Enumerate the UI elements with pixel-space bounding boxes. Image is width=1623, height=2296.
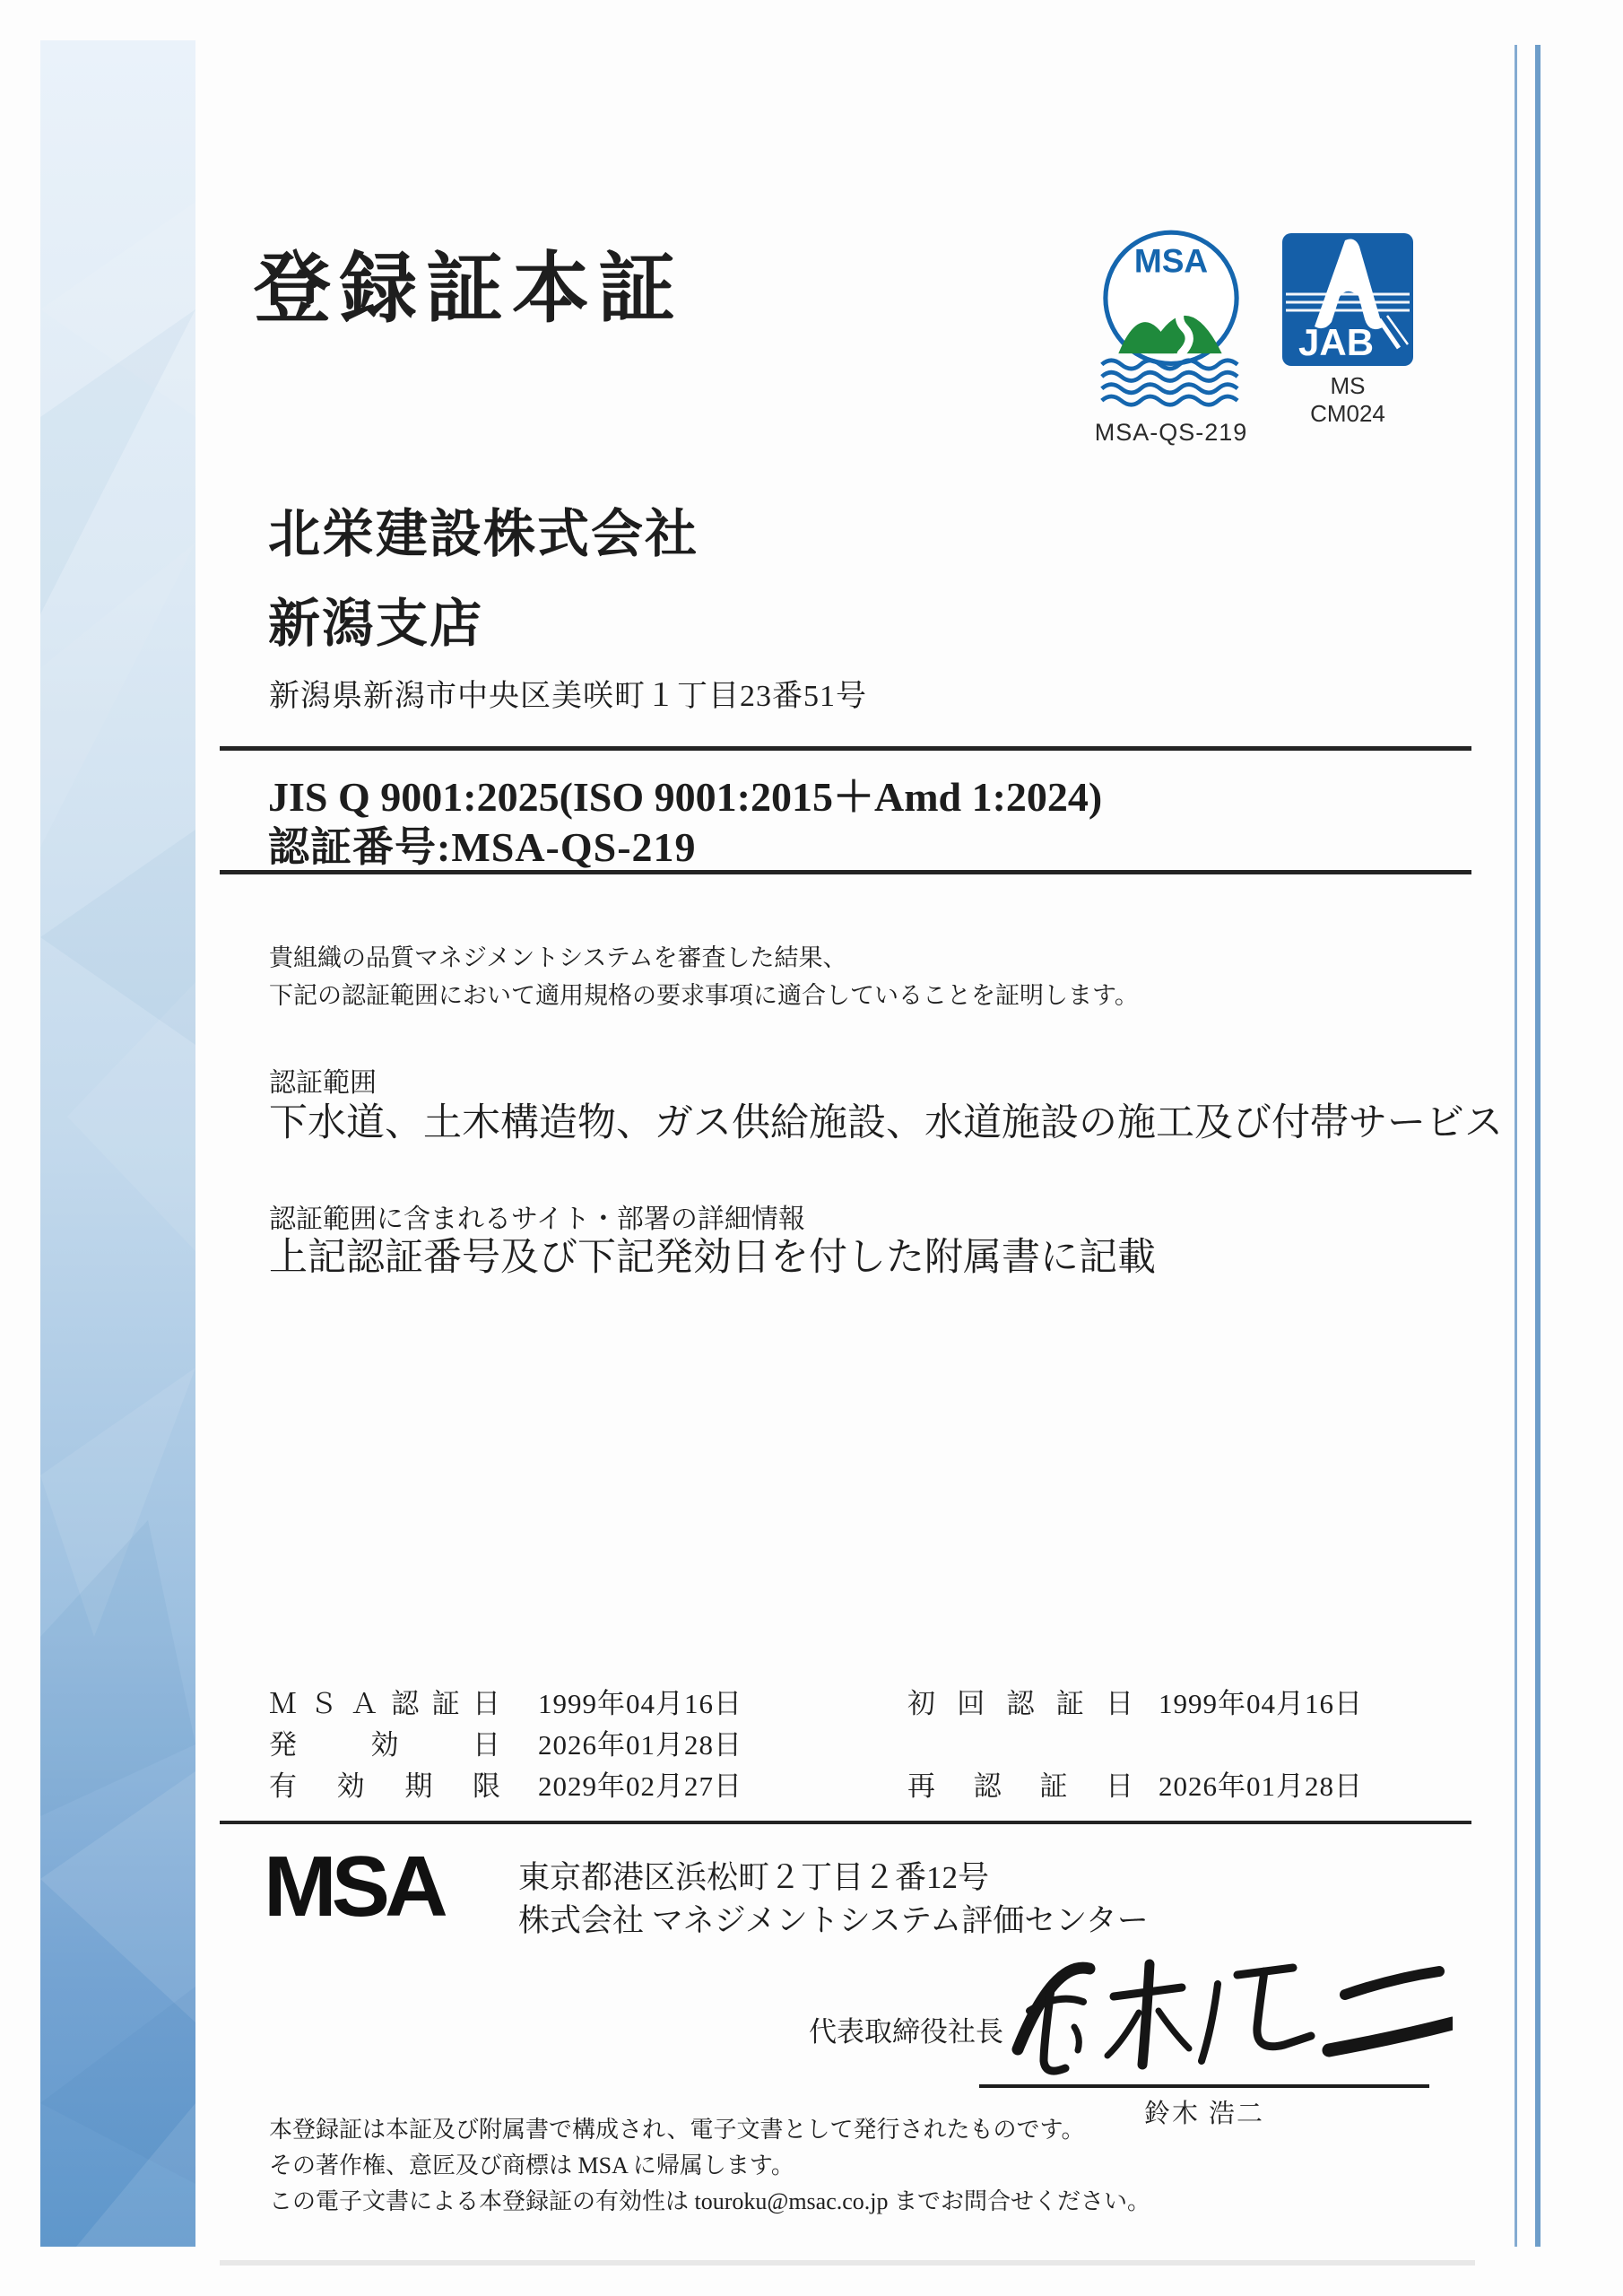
signature-rule [979, 2084, 1429, 2088]
dates-row [269, 1681, 1471, 1722]
msa-badge [1090, 226, 1252, 447]
date-value-msa-certification: 1999年04月16日 [538, 1688, 742, 1719]
branch-name: 新潟支店 [268, 595, 484, 653]
certificate-title: 登録証本証 [254, 246, 684, 332]
scope-text: 下水道、土木構造物、ガス供給施設、水道施設の施工及び付帯サービス [269, 1102, 1503, 1144]
dates-table [269, 1681, 1471, 1805]
dates-row [269, 1763, 1471, 1805]
jab-logo-icon [1282, 233, 1413, 368]
jab-caption-cm: CM024 [1310, 400, 1385, 427]
jab-logo-text: JAB [1298, 321, 1375, 363]
right-vertical-rule-thin [1515, 45, 1517, 2247]
date-value-recertification: 2026年01月28日 [1159, 1770, 1363, 1802]
issuer-address-line-1: 東京都港区浜松町２丁目２番12号 [518, 1860, 990, 1895]
right-vertical-rule-thick [1535, 45, 1541, 2247]
date-value-effective: 2026年01月28日 [538, 1729, 742, 1761]
date-value-initial-certification: 1999年04月16日 [1159, 1688, 1363, 1719]
signer-printed-name: 鈴木 浩二 [1143, 2100, 1265, 2128]
date-label-expiry: 有効期限 [269, 1770, 500, 1802]
date-label-effective: 発効日 [269, 1729, 500, 1761]
signature-calligraphy [968, 1937, 1453, 2090]
issuer-logotype: MSA [264, 1837, 443, 1935]
divider-rule-issuer [220, 1821, 1471, 1824]
sites-label: 認証範囲に含まれるサイト・部署の詳細情報 [269, 1205, 805, 1234]
divider-rule-top [220, 746, 1471, 751]
divider-rule-mid [220, 870, 1471, 874]
jab-caption-ms: MS [1330, 372, 1366, 399]
msa-logo-icon [1092, 226, 1250, 413]
statement-line-1: 貴組織の品質マネジメントシステムを審査した結果、 [269, 944, 847, 971]
standard-line: JIS Q 9001:2025(ISO 9001:2015＋Amd 1:2024) [268, 774, 1103, 820]
date-label-initial-certification: 初回認証日 [907, 1688, 1133, 1719]
msa-logo-text: MSA [1133, 241, 1209, 280]
scope-label: 認証範囲 [269, 1068, 377, 1098]
sites-text: 上記認証番号及び下記発効日を付した附属書に記載 [269, 1237, 1156, 1279]
footer-line-1: 本登録証は本証及び附属書で構成され、電子文書として発行されたものです。 [269, 2117, 1085, 2143]
statement-line-2: 下記の認証範囲において適用規格の要求事項に適合していることを証明します。 [269, 982, 1139, 1009]
footer-line-3: この電子文書による本登録証の有効性は touroku@msac.co.jp までお問合せください。 [269, 2188, 1151, 2214]
dates-row [269, 1722, 1471, 1763]
scan-artifact-line [220, 2260, 1475, 2266]
left-decor-band [40, 40, 195, 2247]
jab-badge [1280, 233, 1415, 428]
date-value-expiry: 2029年02月27日 [538, 1770, 742, 1802]
company-name: 北栄建設株式会社 [268, 505, 699, 563]
date-label-recertification: 再認証日 [907, 1770, 1133, 1802]
certificate-number-line: 認証番号:MSA-QS-219 [268, 824, 697, 870]
msa-badge-caption: MSA-QS-219 [1094, 419, 1248, 446]
footer-line-2: その著作権、意匠及び商標は MSA に帰属します。 [269, 2152, 794, 2179]
company-address: 新潟県新潟市中央区美咲町１丁目23番51号 [269, 680, 867, 713]
signer-title: 代表取締役社長 [809, 2016, 1003, 2048]
date-label-msa-certification: ＭＳＡ認証日 [269, 1688, 500, 1719]
issuer-address-line-2: 株式会社 マネジメントシステム評価センター [518, 1903, 1149, 1938]
